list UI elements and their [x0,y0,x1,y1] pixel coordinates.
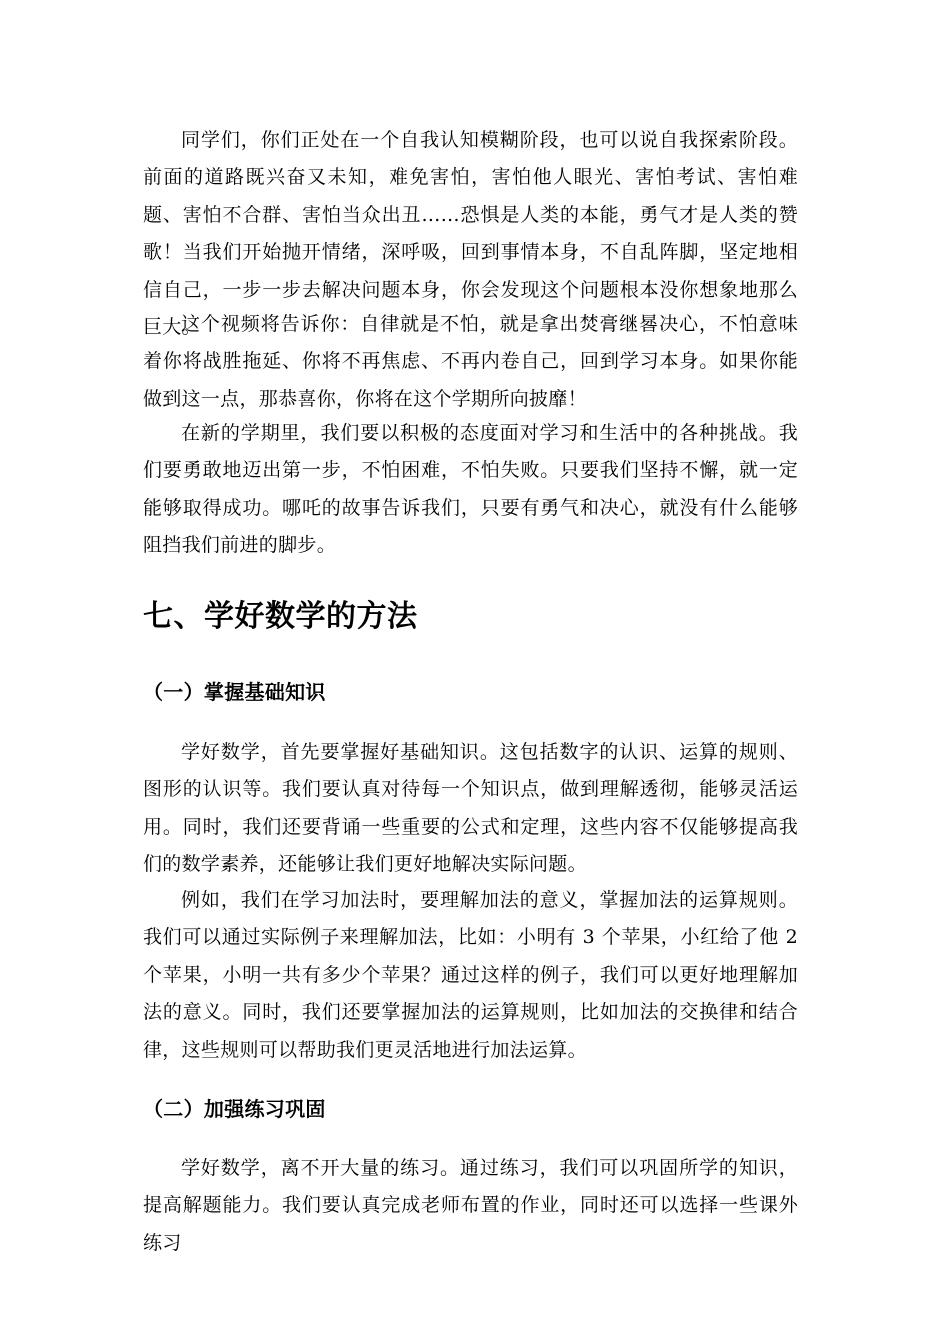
subsection-2-paragraph-1: 学好数学，离不开大量的练习。通过练习，我们可以巩固所学的知识，提高解题能力。我们要认真完成老师布置的作业，同时还可以选择一些课外练习 [143,1157,798,1254]
subsection-1-paragraph-1: 学好数学，首先要掌握好基础知识。这包括数字的认识、运算的规则、图形的认识等。我们要认真对待每一个知识点，做到理解透彻，能够灵活运用。同时，我们还要背诵一些重要的公式和定理，这些内容不仅能够提高我们的数学素养，还能够让我们更好地解决实际问题。 [143,741,798,876]
intro-paragraph-2: 这个视频将告诉你：自律就是不怕，就是拿出焚膏继晷决心，不怕意味着你将战胜拖延、你将不再焦虑、不再内卷自己，回到学习本身。如果你能做到这一点，那恭喜你，你将在这个学期所向披靡！ [143,313,798,410]
subsection-heading-1: （一）掌握基础知识 [143,680,326,704]
intro-paragraph-1: 同学们，你们正处在一个自我认知模糊阶段，也可以说自我探索阶段。前面的道路既兴奋又未知，难免害怕，害怕他人眼光、害怕考试、害怕难题、害怕不合群、害怕当众出丑……恐惧是人类的本能，勇气才是人类的赞歌！当我们开始抛开情绪，深呼吸，回到事情本身，不自乱阵脚，坚定地相信自己，一步一步去解决问题本身，你会发现这个问题根本没你想象地那么巨大。 [143,129,798,339]
subsection-heading-2: （二）加强练习巩固 [143,1097,326,1121]
section-title: 七、学好数学的方法 [143,599,418,634]
subsection-1-paragraph-2: 例如，我们在学习加法时，要理解加法的意义，掌握加法的运算规则。我们可以通过实际例子来理解加法，比如：小明有 3 个苹果，小红给了他 2 个苹果，小明一共有多少个苹果？通过这样的例子，我们可以更好地理解加法的意义。同时，我们还要掌握加法的运算规则，比如加法的交换律和结合律，这些规则可以帮助我们更灵活地进行加法运算。 [143,889,798,1061]
intro-paragraph-3: 在新的学期里，我们要以积极的态度面对学习和生活中的各种挑战。我们要勇敢地迈出第一步，不怕困难，不怕失败。只要我们坚持不懈，就一定能够取得成功。哪吒的故事告诉我们，只要有勇气和决心，就没有什么能够阻挡我们前进的脚步。 [143,422,798,557]
